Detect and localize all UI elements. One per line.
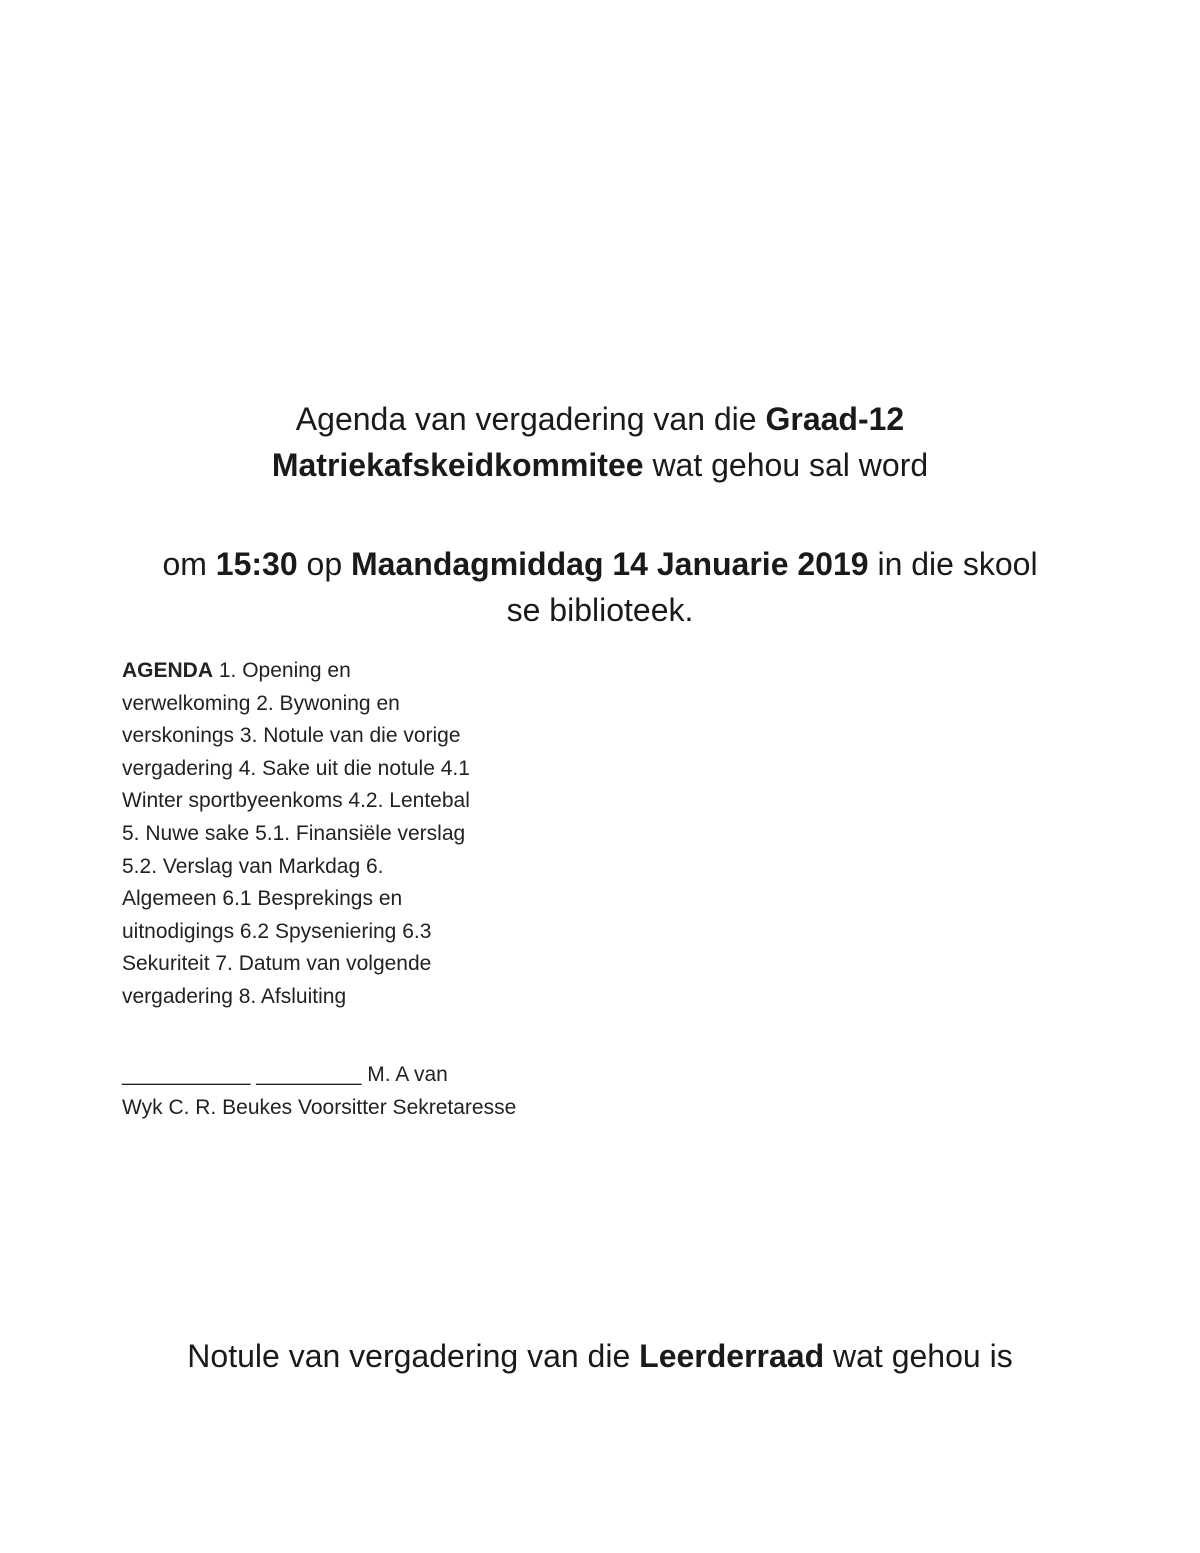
agenda-line: Winter sportbyeenkoms 4.2. Lentebal (122, 789, 470, 813)
minutes-title (0, 1333, 1200, 1379)
minutes-title-text: Notule van vergadering van die (187, 1338, 640, 1374)
agenda-line: uitnodigings 6.2 Spyseniering 6.3 (122, 919, 432, 943)
signatory-names: Wyk C. R. Beukes Voorsitter Sekretaresse (122, 1095, 517, 1119)
meeting-info-connector: op (297, 546, 352, 582)
agenda-list (122, 655, 470, 1014)
meeting-info-line-1 (0, 541, 1200, 587)
signature-block (122, 1059, 516, 1124)
agenda-title-suffix: wat gehou sal word (643, 447, 929, 483)
meeting-info-location: in die skool (868, 546, 1038, 582)
signature-line: ___________ _________ M. A van (122, 1063, 448, 1086)
meeting-info-prefix: om (162, 546, 216, 582)
minutes-title-suffix: wat gehou is (824, 1338, 1013, 1374)
agenda-line: Algemeen 6.1 Besprekings en (122, 887, 403, 911)
agenda-title-line-2 (0, 442, 1200, 488)
meeting-info (0, 541, 1200, 633)
agenda-line: vergadering 8. Afsluiting (122, 984, 347, 1008)
agenda-line (122, 655, 470, 688)
agenda-line: vergadering 4. Sake uit die notule 4.1 (122, 756, 470, 780)
meeting-time: 15:30 (215, 546, 298, 582)
meeting-info-line-2: se biblioteek. (506, 592, 694, 628)
grade-label: Graad-12 (765, 401, 905, 437)
committee-name: Matriekafskeidkommitee (271, 447, 644, 483)
agenda-line: Sekuriteit 7. Datum van volgende (122, 952, 432, 976)
agenda-title-text: Agenda van vergadering van die (295, 401, 766, 437)
minutes-title-line (0, 1333, 1200, 1379)
agenda-line: 5.2. Verslag van Markdag 6. (122, 854, 384, 878)
agenda-line: 5. Nuwe sake 5.1. Finansiële verslag (122, 821, 466, 845)
council-name: Leerderraad (639, 1338, 825, 1374)
agenda-line: verskonings 3. Notule van die vorige (122, 724, 461, 748)
agenda-title (0, 396, 1200, 488)
agenda-item-text: 1. Opening en (213, 659, 351, 682)
agenda-line: verwelkoming 2. Bywoning en (122, 691, 400, 715)
agenda-label: AGENDA (122, 659, 214, 682)
agenda-title-line-1 (0, 396, 1200, 442)
meeting-date: Maandagmiddag 14 Januarie 2019 (351, 546, 869, 582)
